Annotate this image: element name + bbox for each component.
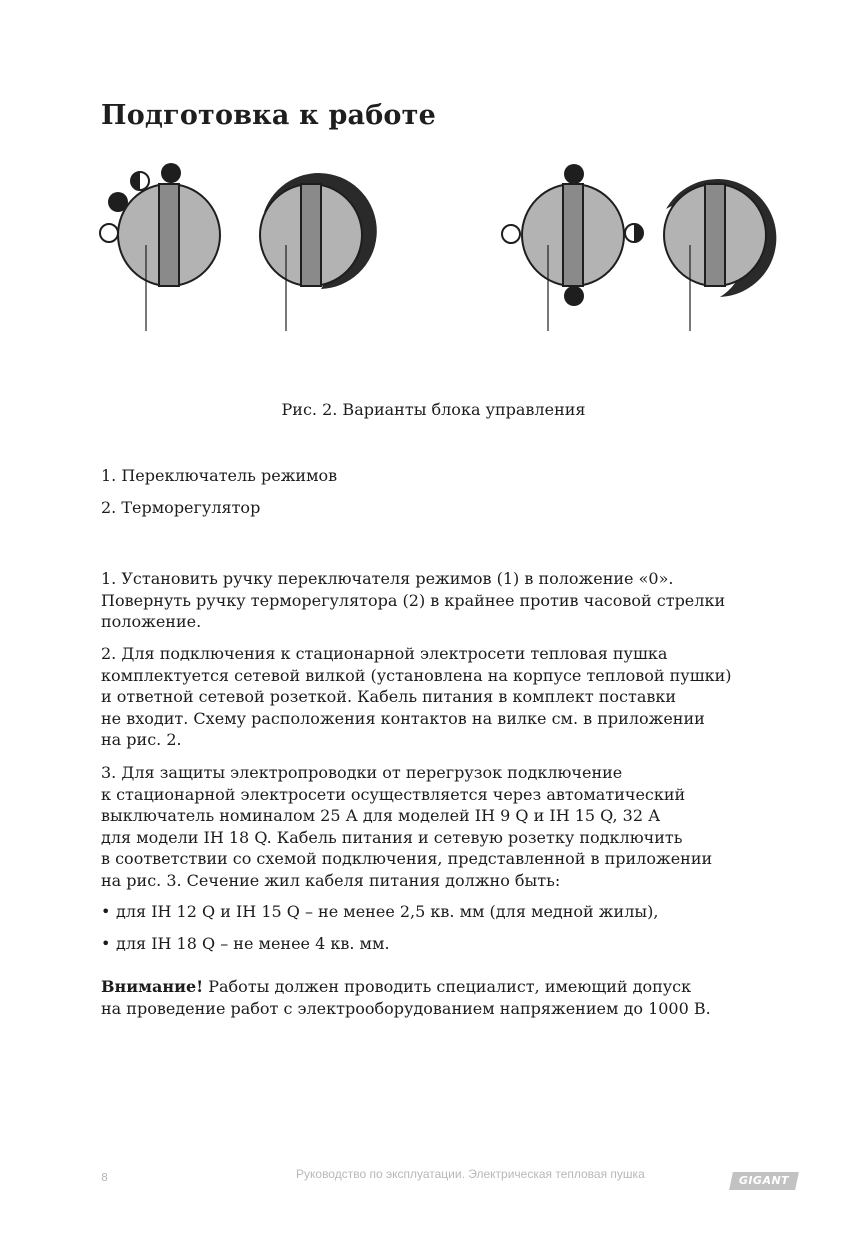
text-line: на рис. 3. Сечение жил кабеля питания должно быть:: [101, 870, 561, 890]
position-bottom-icon: [564, 286, 584, 306]
control-unit-figure: [0, 150, 867, 340]
thermostat-knob-variant-2: [664, 179, 776, 331]
step-3-paragraph: [101, 762, 712, 891]
text-line: на проведение работ с электрооборудованием напряжением до 1000 В.: [101, 998, 711, 1018]
text-line: положение.: [101, 612, 202, 631]
full-power-icon: [108, 192, 128, 212]
warning-text: Работы должен проводить специалист, имеющий допуск: [203, 977, 692, 996]
text-line: для модели IH 18 Q. Кабель питания и сетевую розетку подключить: [101, 827, 683, 847]
text-line: выключатель номиналом 25 А для моделей IH 9 Q и IH 15 Q, 32 А: [101, 806, 661, 825]
bullet-item: [101, 934, 390, 953]
half-power-icon-2: [625, 224, 643, 242]
fan-only-icon-2: [502, 225, 520, 243]
text-line: комплектуется сетевой вилкой (установлена на корпусе тепловой пушки): [101, 665, 732, 685]
text-line: Повернуть ручку терморегулятора (2) в крайнее против часовой стрелки: [101, 590, 726, 610]
mode-switch-knob-variant-2: [502, 164, 643, 331]
warning-paragraph: [101, 976, 711, 1019]
figure-caption: Рис. 2. Варианты блока управления: [281, 400, 586, 419]
step-2-paragraph: [101, 643, 731, 751]
bullet-icon: •: [101, 934, 111, 953]
fan-only-icon: [100, 224, 118, 242]
bullet-icon: •: [101, 902, 111, 921]
brand-logo-text: GIGANT: [738, 1174, 790, 1187]
mode-switch-knob-variant-1: [100, 163, 220, 331]
page-number: 8: [101, 1171, 108, 1184]
text-line: не входит. Схему расположения контактов на вилке см. в приложении: [101, 708, 705, 728]
text-line: 2. Для подключения к стационарной электросети тепловая пушка: [101, 644, 668, 663]
text-line: на рис. 2.: [101, 730, 182, 749]
text-line: и ответной сетевой розеткой. Кабель питания в комплект поставки: [101, 687, 677, 706]
legend-item: 2. Терморегулятор: [101, 498, 261, 517]
position-top-icon: [564, 164, 584, 184]
text-line: к стационарной электросети осуществляется через автоматический: [101, 784, 686, 804]
text-line: 3. Для защиты электропроводки от перегрузок подключение: [101, 763, 623, 782]
step-1-paragraph: [101, 568, 725, 633]
text-line: в соответствии со схемой подключения, представленной в приложении: [101, 849, 713, 868]
thermostat-knob-variant-1: [260, 173, 377, 331]
text-line: 1. Установить ручку переключателя режимов (1) в положение «0».: [101, 569, 674, 588]
bullet-text: для IH 12 Q и IH 15 Q – не менее 2,5 кв. мм (для медной жилы),: [116, 902, 659, 921]
legend-item: 1. Переключатель режимов: [101, 466, 338, 485]
position-0-icon: [161, 163, 181, 183]
footer-title: Руководство по эксплуатации. Электрическая тепловая пушка: [296, 1167, 645, 1181]
bullet-text: для IH 18 Q – не менее 4 кв. мм.: [116, 934, 390, 953]
bullet-item: [101, 902, 658, 921]
brand-logo: [729, 1172, 799, 1190]
warning-label: Внимание!: [101, 977, 204, 996]
text-line: [101, 976, 711, 998]
half-power-icon: [131, 172, 149, 190]
page-title: Подготовка к работе: [101, 100, 436, 131]
